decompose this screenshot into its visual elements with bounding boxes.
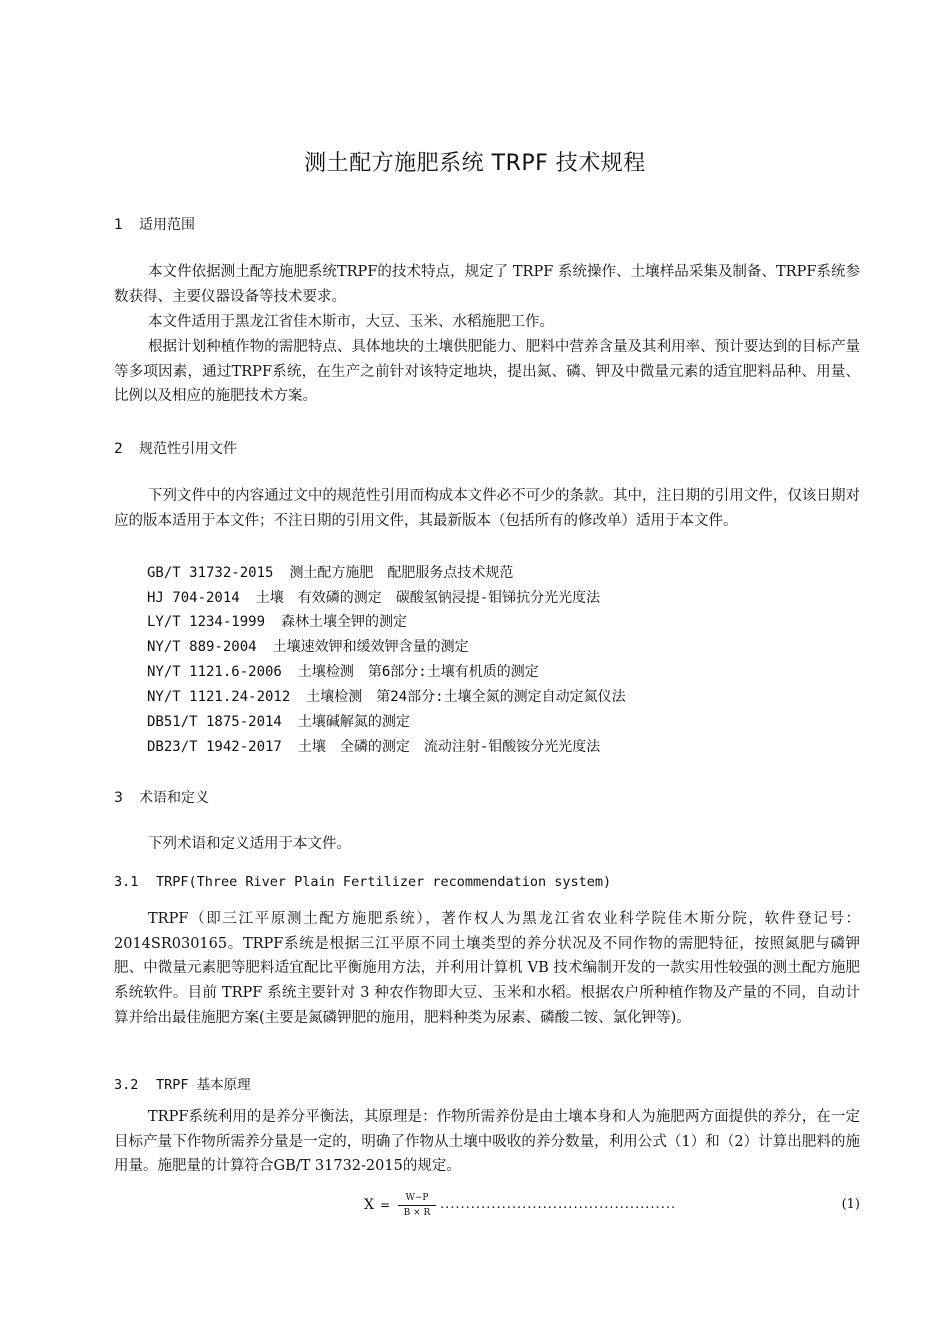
reference-item [147,736,600,756]
reference-code: HJ 704-2014 [147,590,240,606]
reference-title: 森林土壤全钾的测定 [281,614,408,630]
section-title: 适用范围 [139,217,195,233]
reference-title: 土壤碱解氮的测定 [297,714,410,730]
subsection-3-1-paragraph: TRPF（即三江平原测土配方施肥系统），著作权人为黑龙江省农业科学院佳木斯分院，软件登记号：2014SR030165。TRPF系统是根据三江平原不同土壤类型的养分状况及不同作物的需肥特征，按照氮肥与磷钾肥、中微量元素肥等肥料适宜配比平衡施用方法，并利用计算机 VB 技术编制开发的一款实用性较强的测土配方施肥系统软件。目前 TRPF 系统主要针对 3 种农作物即大豆、玉米和水稻。根据农户所种植作物及产量的不同，自动计算并给出最佳施肥方案(主要是氮磷钾肥的施用，肥料种类为尿素、磷酸二铵、氯化钾等)。 [114,911,860,1026]
reference-item [147,661,539,681]
reference-code: NY/T 889-2004 [147,639,257,655]
formula-lhs: X [364,1197,374,1213]
subsection-title: TRPF(Three River Plain Fertilizer recommendation system) [156,874,612,890]
subsection-number: 3.2 [114,1077,139,1093]
formula-denominator: B × R [403,1208,431,1218]
reference-item [147,611,407,631]
formula-fraction [396,1192,438,1219]
reference-title: 土壤 全磷的测定 流动注射-钼酸铵分光光度法 [297,739,601,755]
reference-title: 土壤检测 第24部分:土壤全氮的测定自动定氮仪法 [306,689,626,705]
formula-equals: = [380,1198,391,1212]
section-2-heading [114,438,237,458]
section-1-paragraph-3: 根据计划种植作物的需肥特点、具体地块的土壤供肥能力、肥料中营养含量及其利用率、预计要达到的目标产量等多项因素，通过TRPF系统，在生产之前针对该特定地块，提出氮、磷、钾及中微量元素的适宜肥料品种、用量、比例以及相应的施肥技术方案。 [114,339,860,405]
section-number: 1 [114,217,123,233]
reference-item [147,636,469,656]
document-title: 测土配方施肥系统 TRPF 技术规程 [304,151,646,176]
section-2-intro: 下列文件中的内容通过文中的规范性引用而构成本文件必不可少的条款。其中，注日期的引用文件，仅该日期对应的版本适用于本文件；不注日期的引用文件，其最新版本（包括所有的修改单）适用于本文件。 [114,488,860,529]
formula-number: (1) [841,1197,860,1212]
reference-title: 土壤速效钾和缓效钾含量的测定 [272,639,469,655]
reference-item [147,562,513,582]
reference-title: 土壤 有效磷的测定 碳酸氢钠浸提-钼锑抗分光光度法 [255,590,601,606]
reference-title: 土壤检测 第6部分:土壤有机质的测定 [297,664,539,680]
section-3-intro: 下列术语和定义适用于本文件。 [148,836,351,852]
section-title: 术语和定义 [139,790,209,806]
reference-code: DB51/T 1875-2014 [147,714,282,730]
section-3-heading [114,787,209,807]
formula-numerator: W−P [405,1193,429,1203]
reference-item [147,587,600,607]
subsection-number: 3.1 [114,874,139,890]
reference-code: NY/T 1121.24-2012 [147,689,291,705]
reference-item [147,686,626,706]
section-1-paragraph-2: 本文件适用于黑龙江省佳木斯市，大豆、玉米、水稻施肥工作。 [148,314,554,330]
reference-code: GB/T 31732-2015 [147,565,274,581]
section-1-heading [114,214,195,234]
formula-leader-dots: .............................................. [440,1197,677,1212]
section-number: 2 [114,441,123,457]
reference-code: DB23/T 1942-2017 [147,739,282,755]
subsection-title: TRPF 基本原理 [156,1077,251,1093]
fraction-bar [398,1205,436,1206]
reference-code: NY/T 1121.6-2006 [147,664,282,680]
reference-title: 测土配方施肥 配肥服务点技术规范 [289,565,514,581]
subsection-3-2-heading [114,1073,251,1093]
section-number: 3 [114,790,123,806]
subsection-3-1-heading [114,874,611,890]
section-title: 规范性引用文件 [139,441,237,457]
subsection-3-2-paragraph: TRPF系统利用的是养分平衡法，其原理是：作物所需养份是由土壤本身和人为施肥两方面提供的养分，在一定目标产量下作物所需养分量是一定的，明确了作物从土壤中吸收的养分数量，利用公式（1）和（2）计算出肥料的施用量。施肥量的计算符合GB/T 31732-2015的规定。 [114,1109,860,1175]
formula-1 [360,1192,860,1228]
reference-item [147,711,410,731]
reference-code: LY/T 1234-1999 [147,614,266,630]
section-1-paragraph-1: 本文件依据测土配方施肥系统TRPF的技术特点，规定了 TRPF 系统操作、土壤样品采集及制备、TRPF系统参数获得、主要仪器设备等技术要求。 [114,264,860,305]
